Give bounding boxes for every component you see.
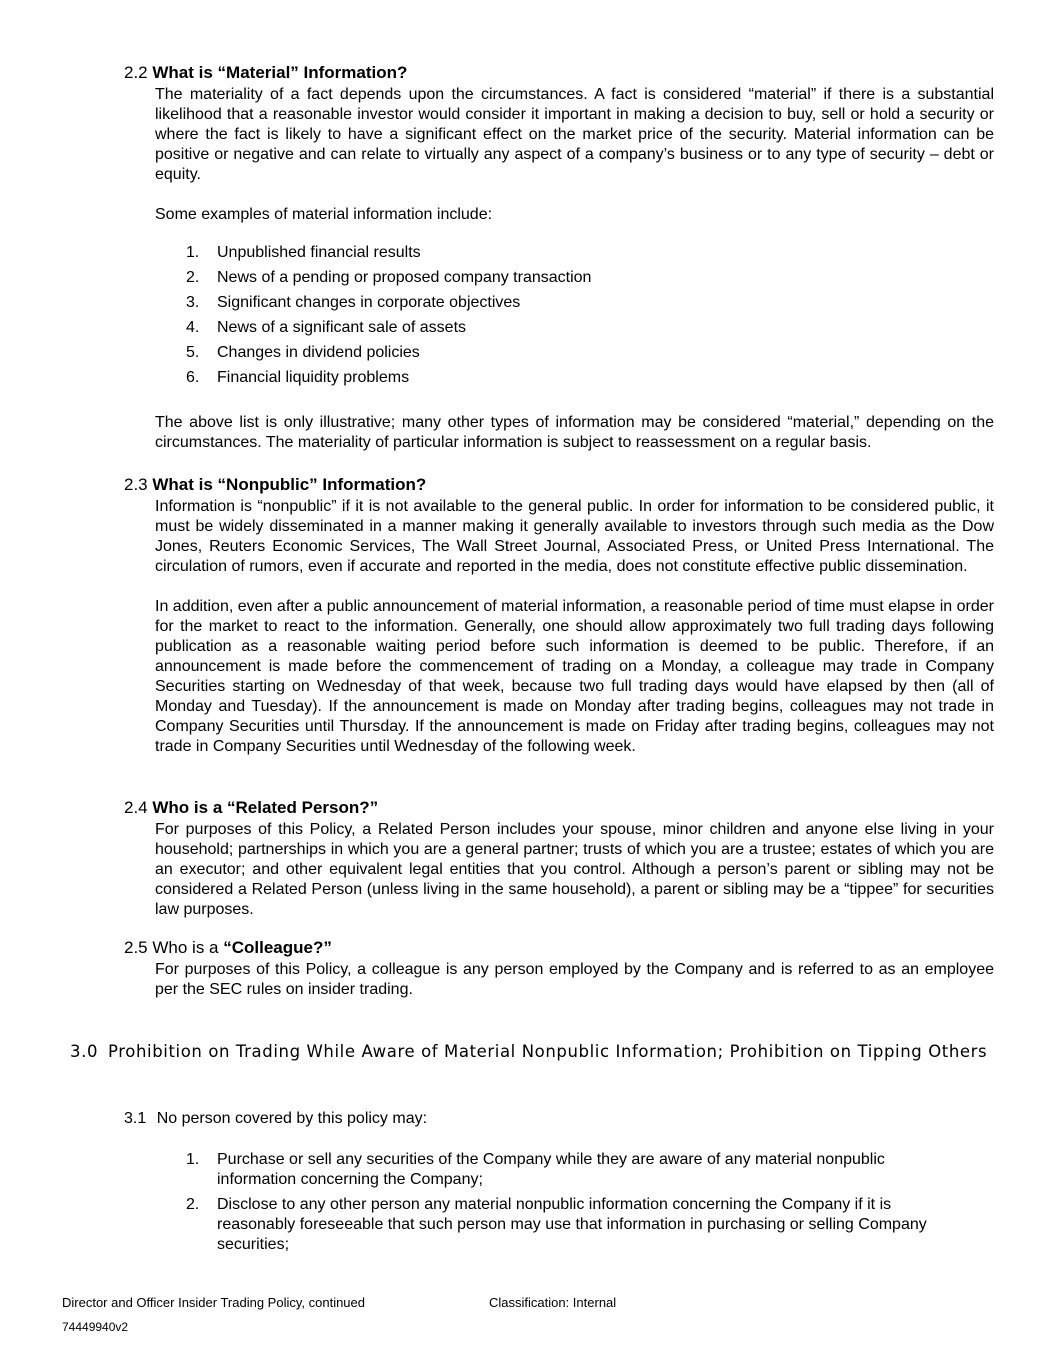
section-title: What is “Material” Information? xyxy=(152,63,408,82)
section-title: What is “Nonpublic” Information? xyxy=(152,475,427,494)
section-2-3-heading xyxy=(124,475,994,495)
section-number: 3.0 xyxy=(70,1042,99,1061)
footer-title: Director and Officer Insider Trading Policy, continued xyxy=(62,1295,365,1310)
section-3-0-heading xyxy=(70,1041,994,1062)
list-item: 1. Unpublished financial results xyxy=(186,244,421,261)
section-number: 2.3 xyxy=(124,475,148,494)
section-number: 3.1 xyxy=(124,1110,147,1127)
section-2-4-body xyxy=(155,820,994,920)
section-title: Prohibition on Trading While Aware of Material Nonpublic Information; Prohibition on Tipping Others xyxy=(108,1042,988,1061)
section-2-5-body xyxy=(155,960,994,1000)
section-2-4 xyxy=(124,798,994,920)
section-title-bold: “Colleague?” xyxy=(223,938,332,957)
list-item: 6. Financial liquidity problems xyxy=(186,369,410,386)
section-number: 2.5 xyxy=(124,938,148,957)
paragraph: The materiality of a fact depends upon the circumstances. A fact is considered “material” if there is a substantial likelihood that a reasonable investor would consider it important in making a decision to buy, sell or hold a security or where the fact is likely to have a significant effect on the market price of the security. Material information can be positive or negative and can relate to virtually any aspect of a company’s business or to any type of security – debt or equity. xyxy=(155,86,994,183)
paragraph: Information is “nonpublic” if it is not available to the general public. In order for information to be considered public, it must be widely disseminated in a manner making it generally available to investors through such media as the Dow Jones, Reuters Economic Services, The Wall Street Journal, Associated Press, or United Press International. The circulation of rumors, even if accurate and reported in the media, does not constitute effective public dissemination. xyxy=(155,498,994,575)
list-item: 2. News of a pending or proposed company transaction xyxy=(186,269,592,286)
section-2-5 xyxy=(124,938,994,1000)
section-2-2 xyxy=(124,63,994,225)
section-2-5-heading xyxy=(124,938,994,958)
paragraph: The above list is only illustrative; many other types of information may be considered “material,” depending on the circumstances. The materiality of particular information is subject to reassessment on a regular basis. xyxy=(155,414,994,451)
prohibitions-list xyxy=(155,1150,962,1255)
list-item: 4. News of a significant sale of assets xyxy=(186,319,467,336)
section-2-3-body xyxy=(155,497,994,757)
paragraph: Some examples of material information include: xyxy=(155,206,493,223)
paragraph: For purposes of this Policy, a colleague is any person employed by the Company and is referred to as an employee per the SEC rules on insider trading. xyxy=(155,961,994,998)
section-2-2-heading xyxy=(124,63,994,83)
section-3-1 xyxy=(124,1109,994,1129)
list-item: 1. Purchase or sell any securities of the Company while they are aware of any material nonpublic information concerning the Company; xyxy=(186,1151,885,1188)
section-2-3 xyxy=(124,475,994,757)
footer-classification: Classification: Internal xyxy=(489,1295,617,1310)
list-item: 5. Changes in dividend policies xyxy=(186,344,420,361)
section-number: 2.2 xyxy=(124,63,148,82)
section-2-2-closing xyxy=(124,413,994,453)
section-text: No person covered by this policy may: xyxy=(156,1110,428,1127)
paragraph: In addition, even after a public announcement of material information, a reasonable period of time must elapse in order for the market to react to the information. Generally, one should allow approximately two full trading days following publication as a reasonable waiting period before such information is deemed to be public. Therefore, if an announcement is made before the commencement of trading on a Monday, a colleague may trade in Company Securities starting on Wednesday of that week, because two full trading days would have elapsed by then (all of Monday and Tuesday). If the announcement is made on Monday after trading begins, colleagues may not trade in Company Securities until Thursday. If the announcement is made on Friday after trading begins, colleagues may not trade in Company Securities until Wednesday of the following week. xyxy=(155,598,994,755)
paragraph: For purposes of this Policy, a Related Person includes your spouse, minor children and anyone else living in your household; partnerships in which you are a general partner; trusts of which you are a trustee; estates of which you are an executor; and other equivalent legal entities that you control. Although a person’s parent or sibling may not be considered a Related Person (unless living in the same household), a parent or sibling may be a “tippee” for securities law purposes. xyxy=(155,821,994,918)
list-item: 2. Disclose to any other person any material nonpublic information concerning the Company if it is reasonably foreseeable that such person may use that information in purchasing or selling Company securities; xyxy=(186,1196,927,1253)
list-item: 3. Significant changes in corporate objectives xyxy=(186,294,521,311)
section-number: 2.4 xyxy=(124,798,148,817)
section-2-4-heading xyxy=(124,798,994,818)
section-title: Who is a “Related Person?” xyxy=(152,798,379,817)
section-title-plain: Who is a xyxy=(152,938,224,957)
footer-doc-id: 74449940v2 xyxy=(62,1320,129,1334)
section-2-2-body xyxy=(155,85,994,225)
material-examples-list xyxy=(155,243,855,388)
